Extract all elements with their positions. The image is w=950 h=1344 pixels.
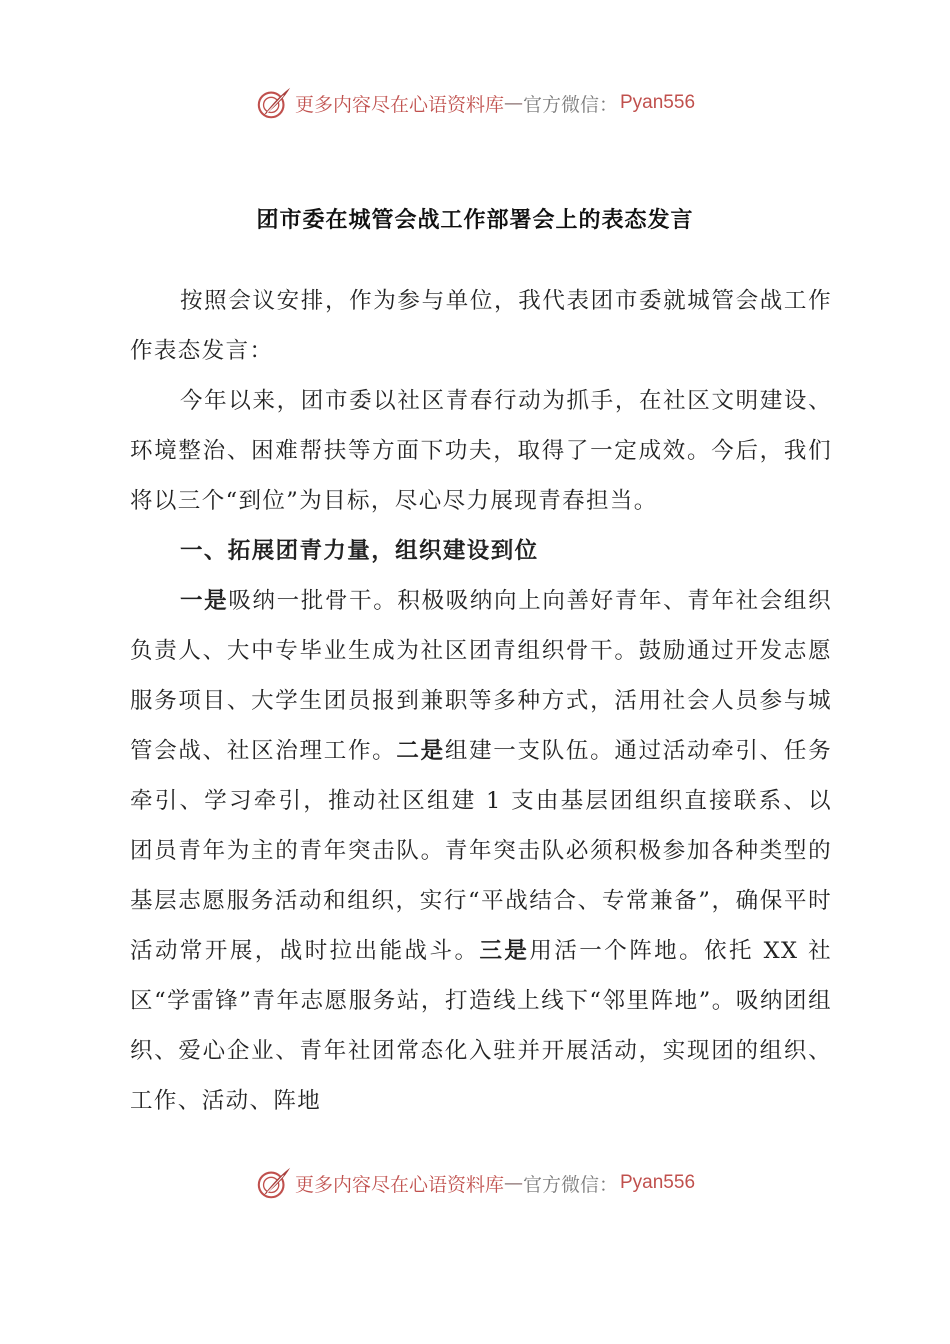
measure-third: 用活一个阵地。依托 XX 社区“学雷锋”青年志愿服务站，打造线上线下“邻里阵地”。吸纳团组织、爱心企业、青年社团常态化入驻并开展活动，实现团的组织、工作、活动、阵地 — [130, 938, 832, 1114]
paragraph-intro: 按照会议安排，作为参与单位，我代表团市委就城管会战工作作表态发言： — [130, 288, 832, 364]
section-heading: 一、拓展团青力量，组织建设到位 — [180, 538, 539, 564]
banner-text: 更多内容尽在心语资料库 — [294, 1173, 504, 1196]
banner-wechat-label: 官方微信： — [522, 93, 618, 116]
quill-logo-icon — [255, 1164, 293, 1202]
document-body — [130, 276, 832, 1126]
lead-third: 三是 — [479, 938, 530, 964]
paragraph-measures — [130, 576, 832, 1126]
paragraph-overview: 今年以来，团市委以社区青春行动为抓手，在社区文明建设、环境整治、困难帮扶等方面下功夫，取得了一定成效。今后，我们将以三个“到位”为目标，尽心尽力展现青春担当。 — [130, 388, 832, 514]
banner-text: 更多内容尽在心语资料库 — [294, 93, 504, 116]
banner-wechat-id: Pyan556 — [620, 1172, 696, 1193]
banner-separator: — — [503, 92, 523, 114]
header-banner — [0, 78, 950, 128]
footer-banner — [0, 1158, 950, 1208]
lead-second: 二是 — [396, 738, 445, 764]
measure-second: 组建一支队伍。通过活动牵引、任务牵引、学习牵引，推动社区组建 1 支由基层团组织直接联系、以团员青年为主的青年突击队。青年突击队必须积极参加各种类型的基层志愿服务活动和组织，实行“平战结合、专常兼备”，确保平时活动常开展，战时拉出能战斗。 — [130, 738, 832, 964]
measure-first: 吸纳一批骨干。积极吸纳向上向善好青年、青年社会组织负责人、大中专毕业生成为社区团青组织骨干。鼓励通过开发志愿服务项目、大学生团员报到兼职等多种方式，活用社会人员参与城管会战、社区治理工作。 — [130, 588, 832, 764]
banner-wechat-id: Pyan556 — [620, 92, 696, 113]
document-title: 团市委在城管会战工作部署会上的表态发言 — [256, 208, 694, 233]
quill-logo-icon — [255, 84, 293, 122]
banner-separator: — — [503, 1172, 523, 1194]
lead-first: 一是 — [180, 588, 229, 614]
banner-wechat-label: 官方微信： — [522, 1173, 618, 1196]
